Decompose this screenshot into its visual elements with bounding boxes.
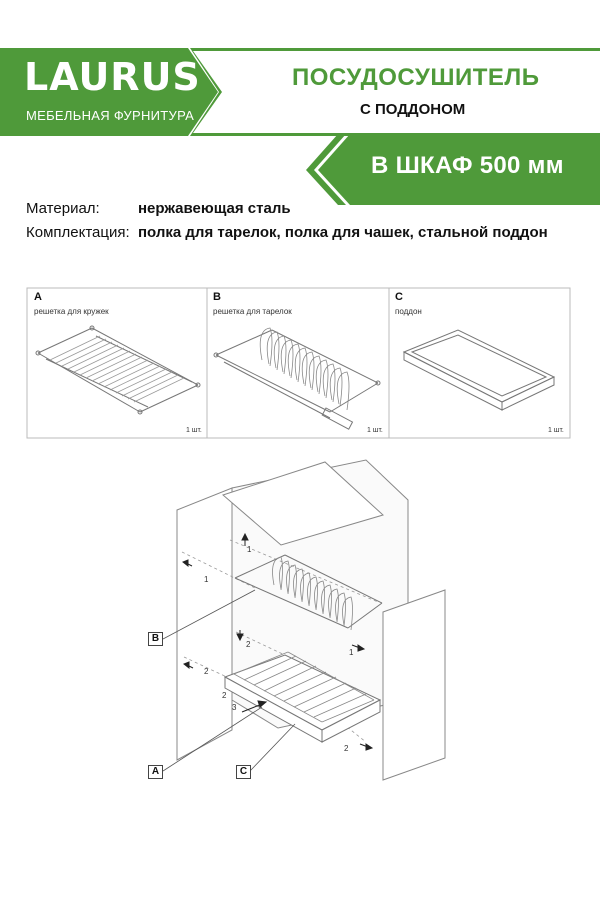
spec-value: нержавеющая сталь [138,200,291,217]
part-c-qty: 1 шт. [548,427,564,434]
step-number: 1 [204,575,209,584]
step-number: 1 [247,545,252,554]
part-a-caption: решетка для кружек [34,307,109,316]
callout-b: B [148,632,163,646]
spec-label: Комплектация: [26,224,130,241]
part-b-qty: 1 шт. [367,427,383,434]
callout-c: C [236,765,251,779]
step-number: 2 [222,691,227,700]
step-number: 1 [349,648,354,657]
logo-text: LAURUS [24,55,201,99]
step-number: 3 [232,703,237,712]
part-b-letter: B [213,291,221,303]
part-c-caption: поддон [395,307,422,316]
spec-label: Материал: [26,200,100,217]
banner-text: В ШКАФ 500 мм [371,152,564,179]
step-number: 2 [204,667,209,676]
page-title: ПОСУДОСУШИТЕЛЬ [292,64,540,91]
part-a-qty: 1 шт. [186,427,202,434]
step-number: 2 [246,640,251,649]
logo-tagline: МЕБЕЛЬНАЯ ФУРНИТУРА [26,108,195,123]
part-b-caption: решетка для тарелок [213,307,292,316]
step-number: 2 [344,744,349,753]
part-a-letter: A [34,291,42,303]
part-c-letter: C [395,291,403,303]
spec-value: полка для тарелок, полка для чашек, стальной поддон [138,224,548,241]
callout-a: A [148,765,163,779]
page-subtitle: С ПОДДОНОМ [360,101,466,118]
